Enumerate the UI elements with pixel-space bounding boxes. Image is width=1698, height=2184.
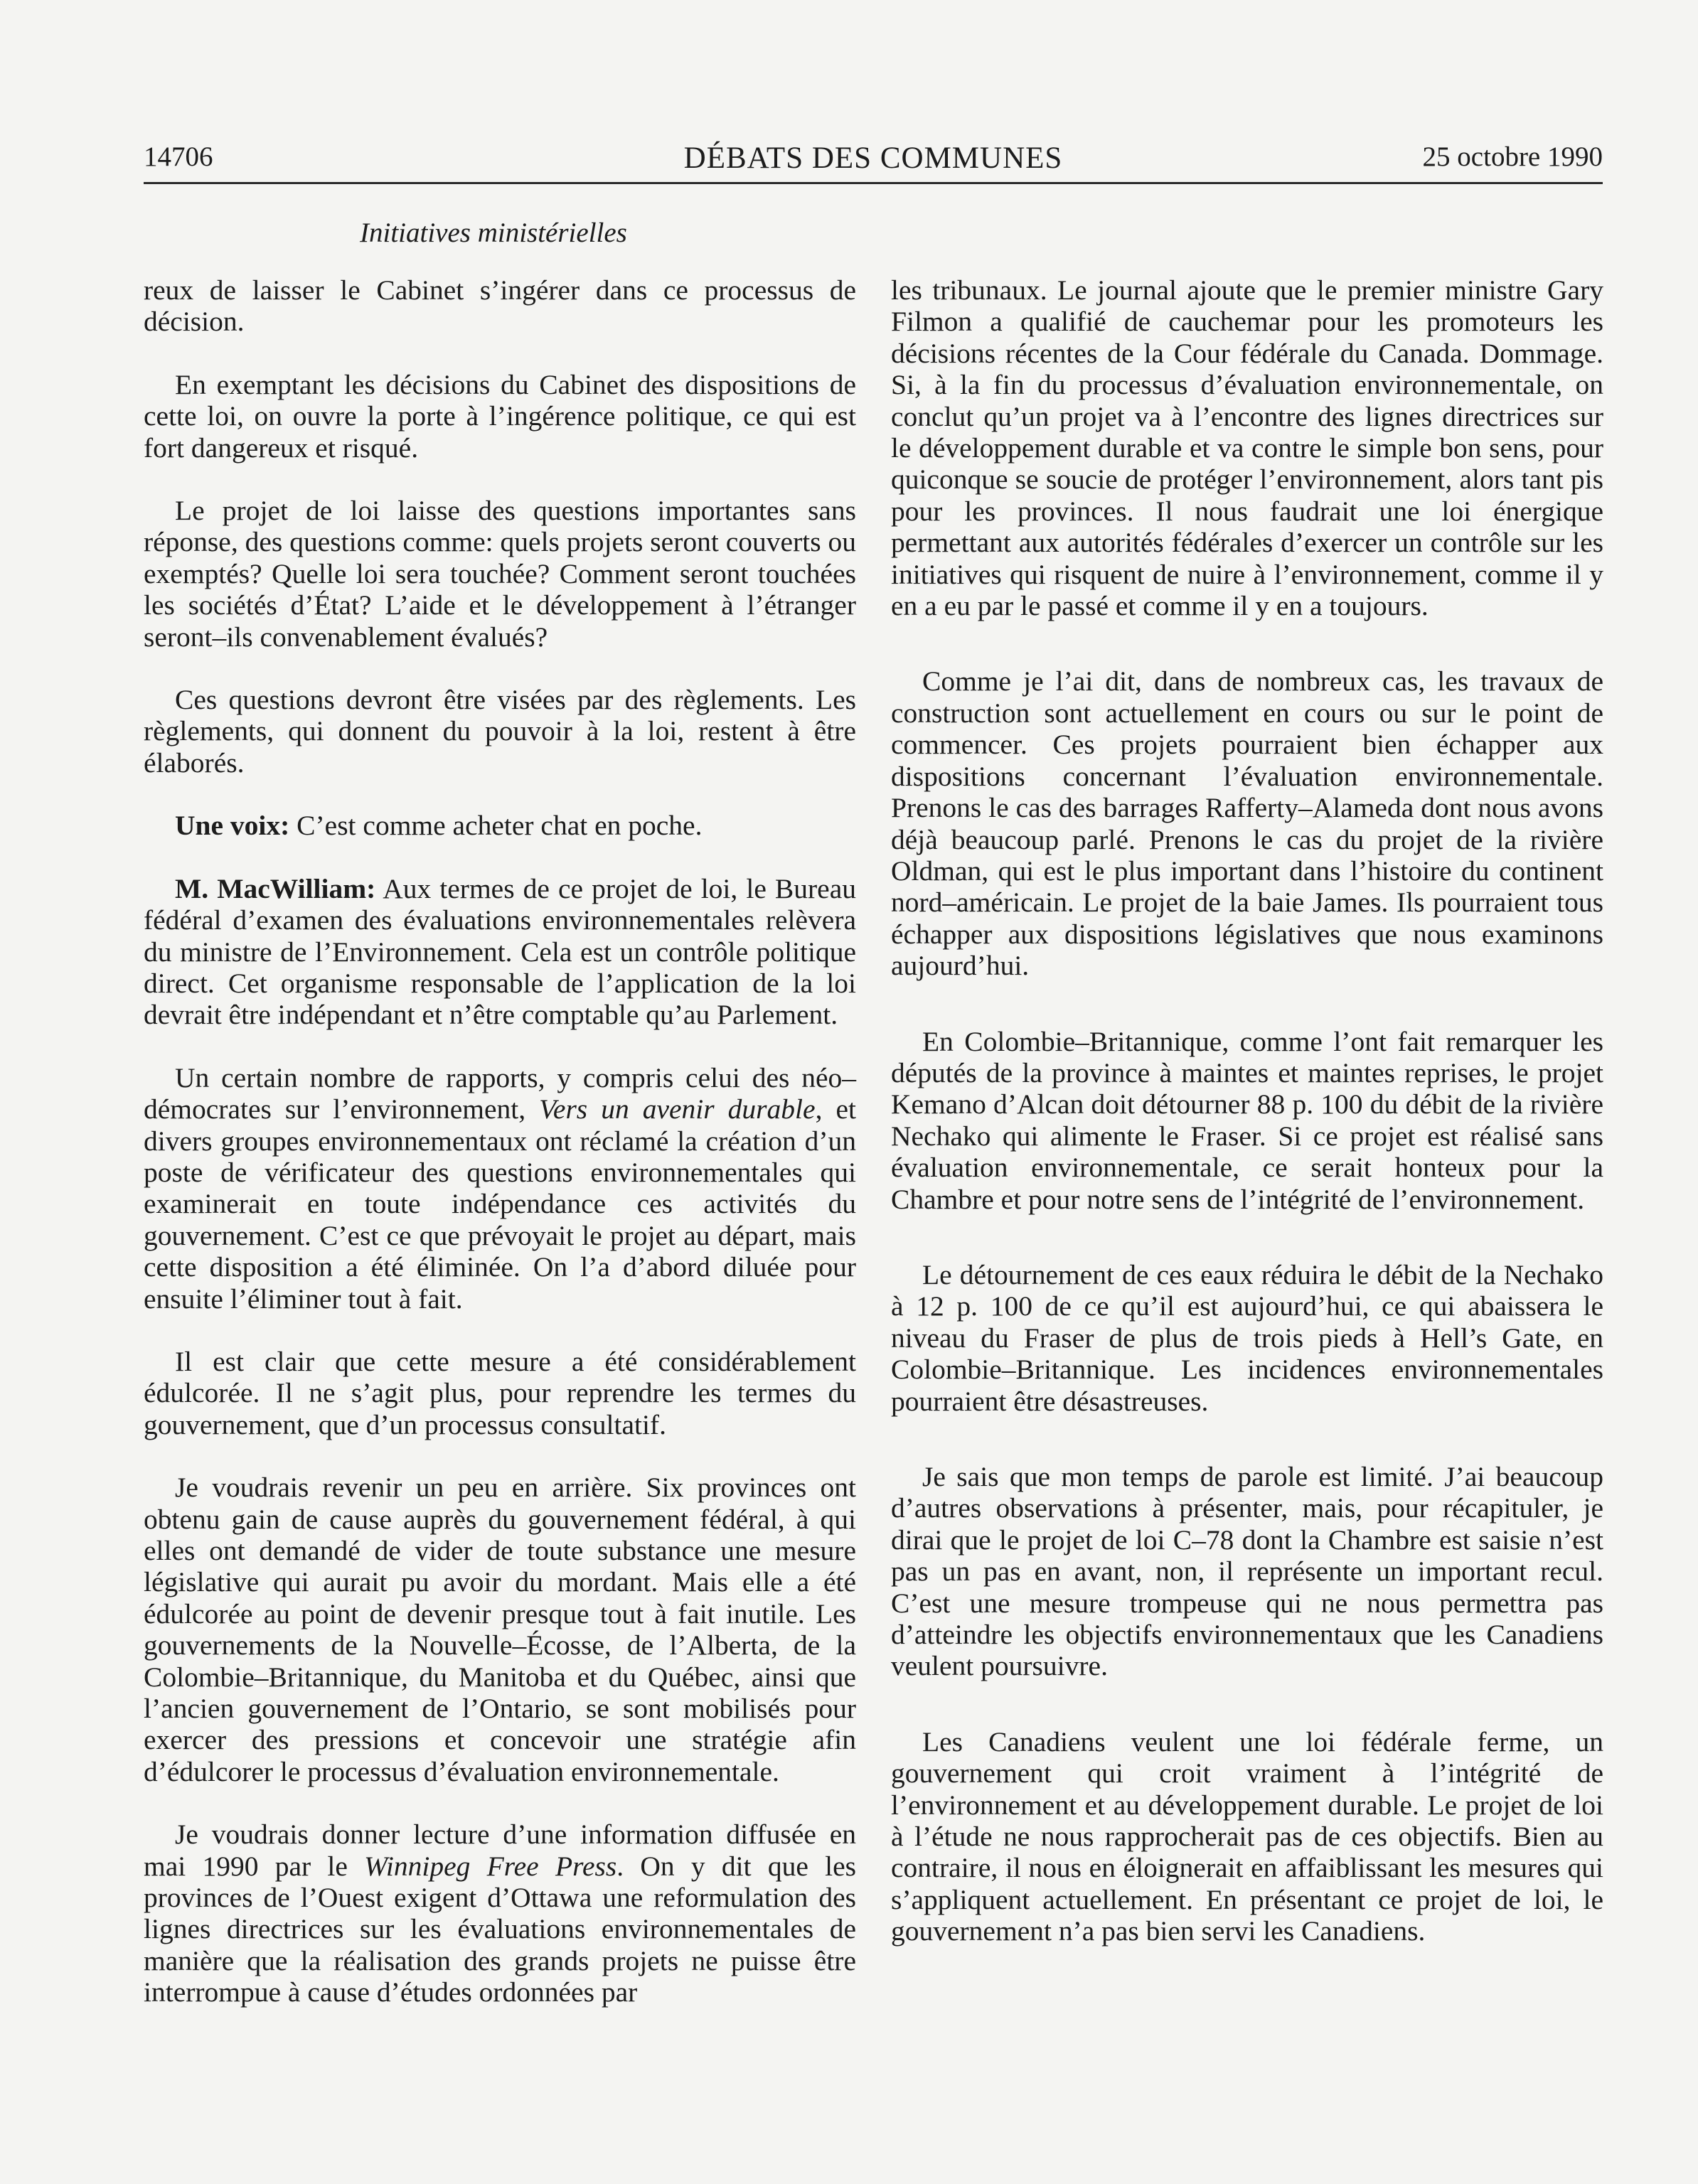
page-date: 25 octobre 1990 bbox=[1422, 141, 1603, 172]
speech-text: , et divers groupes environnementaux ont réclamé la création d’un poste de vérificateur des questions environnementales qui examinerait en toute indépendance ces activités du gouvernement. C’est ce que prévoyait le projet au départ, mais cette disposition a été éliminée. On l’a d’abord diluée pour ensuite l’éliminer tout à fait. bbox=[144, 1093, 856, 1315]
speech-text: Je voudrais donner lecture d’une information diffusée en mai 1990 par le bbox=[144, 1819, 856, 1882]
speaker-name: M. MacWilliam: bbox=[175, 872, 376, 904]
speech-text: Un certain nombre de rapports, y compris celui des néo–démocrates sur l’environnement, bbox=[144, 1061, 856, 1125]
speech-text: . On y dit que les provinces de l’Ouest exigent d’Ottawa une reformulation des lignes directrices sur les évaluations environnementales de manière que la réalisation des grands projets ne puisse être interrompue à cause d’études ordonnées par bbox=[144, 1850, 856, 2008]
page-header bbox=[144, 141, 1603, 183]
paragraph bbox=[144, 1062, 856, 1315]
paragraph: Les Canadiens veulent une loi fédérale ferme, un gouvernement qui croit vraiment à l’intégrité de l’environnement et au développement durable. Le projet de loi à l’étude ne nous rapprocherait pas de ces objectifs. Bien au contraire, il nous en éloignerait en affaiblissant les mesures qui s’appliquent actuellement. En présentant ce projet de loi, le gouvernement n’a pas bien servi les Canadiens. bbox=[891, 1725, 1603, 1947]
paragraph: Ces questions devront être visées par des règlements. Les règlements, qui donnent du pouvoir à la loi, restent à être élaborés. bbox=[144, 684, 856, 778]
paragraph: Je voudrais revenir un peu en arrière. Six provinces ont obtenu gain de cause auprès du gouvernement fédéral, à qui elles ont demandé de vider de toute substance une mesure législative qui aurait pu avoir du mordant. Mais elle a été édulcorée au point de devenir presque tout à fait inutile. Les gouvernements de la Nouvelle–Écosse, de l’Alberta, de la Colombie–Britannique, du Manitoba et du Québec, ainsi que l’ancien gouvernement de l’Ontario, se sont mobilisés pour exercer des pressions et concevoir une stratégie afin d’édulcorer le processus d’évaluation environnementale. bbox=[144, 1472, 856, 1787]
speaker-name: Une voix: bbox=[175, 810, 290, 842]
paragraph: En Colombie–Britannique, comme l’ont fait remarquer les députés de la province à maintes et maintes reprises, le projet Kemano d’Alcan doit détourner 88 p. 100 du débit de la rivière Nechako qui alimente le Fraser. Si ce projet est réalisé sans évaluation environnementale, ce serait honteux pour la Chambre et pour notre sens de l’intégrité de l’environnement. bbox=[891, 1025, 1603, 1215]
paragraph: reux de laisser le Cabinet s’ingérer dans ce processus de décision. bbox=[144, 274, 856, 338]
publication-title: Vers un avenir durable bbox=[539, 1093, 816, 1125]
paragraph: Je sais que mon temps de parole est limité. J’ai beaucoup d’autres observations à présenter, mais, pour récapituler, je dirai que le projet de loi C–78 dont la Chambre est saisie n’est pas un pas en avant, non, il représente un important recul. C’est une mesure trompeuse qui ne nous permettra pas d’atteindre les objectifs environnementaux que les Canadiens veulent poursuivre. bbox=[891, 1461, 1603, 1682]
publication-title: Winnipeg Free Press bbox=[364, 1850, 617, 1882]
paragraph: Comme je l’ai dit, dans de nombreux cas, les travaux de construction sont actuellement en cours ou sur le point de commencer. Ces projets pourraient bien échapper aux dispositions concernant l’évaluation environnementale. Prenons le cas des barrages Rafferty–Alameda dont nous avons déjà beaucoup parlé. Prenons le cas du projet de la rivière Oldman, qui est le plus important dans l’histoire du continent nord–américain. Le projet de la baie James. Ils pourraient tous échapper aux dispositions législatives que nous examinons aujourd’hui. bbox=[891, 665, 1603, 982]
section-title: Initiatives ministérielles bbox=[360, 218, 627, 248]
paragraph bbox=[144, 1819, 856, 2008]
speech-text: C’est comme acheter chat en poche. bbox=[289, 810, 703, 842]
paragraph: Le projet de loi laisse des questions importantes sans réponse, des questions comme: quels projets seront couverts ou exemptés? Quelle loi sera touchée? Comment seront touchées les sociétés d’État? L’aide et le développement à l’étranger seront–ils convenablement évalués? bbox=[144, 495, 856, 653]
paragraph: Il est clair que cette mesure a été considérablement édulcorée. Il ne s’agit plus, pour reprendre les termes du gouvernement, que d’un processus consultatif. bbox=[144, 1345, 856, 1440]
page-title: DÉBATS DES COMMUNES bbox=[683, 141, 1063, 175]
right-column bbox=[891, 274, 1603, 1991]
speech-text: Aux termes de ce projet de loi, le Bureau fédéral d’examen des évaluations environnementales relèvera du ministre de l’Environnement. Cela est un contrôle politique direct. Cet organisme responsable de l’application de la loi devrait être indépendant et n’être comptable qu’au Parlement. bbox=[144, 872, 856, 1031]
paragraph: les tribunaux. Le journal ajoute que le premier ministre Gary Filmon a qualifié de cauchemar pour les promoteurs les décisions récentes de la Cour fédérale du Canada. Dommage. Si, à la fin du processus d’évaluation environnementale, on conclut qu’un projet va à l’encontre des lignes directrices sur le développement durable et va contre le simple bon sens, pour quiconque se soucie de protéger l’environnement, alors tant pis pour les provinces. Il nous faudrait une loi énergique permettant aux autorités fédérales d’exercer un contrôle sur les initiatives qui risquent de nuire à l’environnement, comme il y en a eu par le passé et comme il y en a toujours. bbox=[891, 274, 1603, 622]
page-number: 14706 bbox=[144, 141, 213, 172]
paragraph bbox=[144, 810, 856, 841]
left-column bbox=[144, 274, 856, 2040]
paragraph bbox=[144, 873, 856, 1031]
header-rule bbox=[144, 182, 1603, 184]
paragraph: En exemptant les décisions du Cabinet des dispositions de cette loi, on ouvre la porte à l’ingérence politique, ce qui est fort dangereux et risqué. bbox=[144, 368, 856, 464]
paragraph: Le détournement de ces eaux réduira le débit de la Nechako à 12 p. 100 de ce qu’il est aujourd’hui, ce qui abaissera le niveau du Fraser de plus de trois pieds à Hell’s Gate, en Colombie–Britannique. Les incidences environnementales pourraient être désastreuses. bbox=[891, 1258, 1603, 1417]
